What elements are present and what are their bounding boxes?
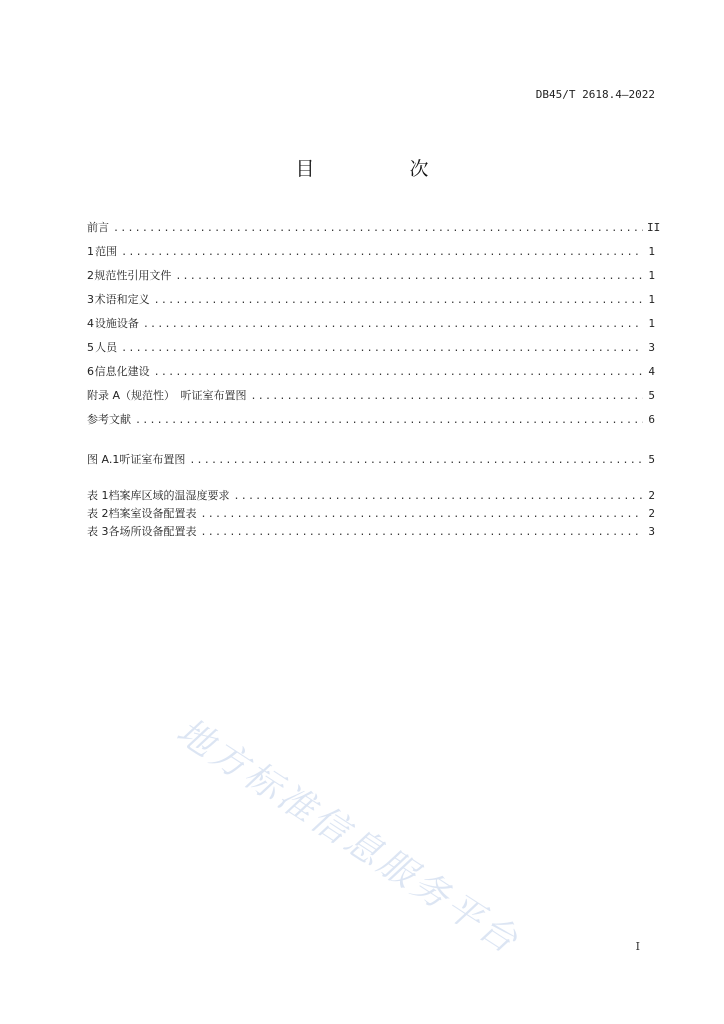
toc-entry-personnel[interactable] [87,340,655,356]
toc-entry-page: 5 [648,389,655,402]
toc-entry-number: 表 1 [87,489,109,502]
toc-entry-label: 档案室设备配置表 [108,507,197,520]
toc-entry-page: 1 [648,317,655,330]
leader-dots [175,269,643,285]
toc-entry-label: 档案库区域的温湿度要求 [108,489,230,502]
toc-entry-number: 4 [87,317,94,330]
leader-dots [201,525,644,541]
toc-entry-informatization[interactable] [87,364,655,380]
toc-entry-number: 5 [87,341,94,354]
toc-entry-page: 2 [648,489,655,502]
toc-entry-number: 图 A.1 [87,453,120,466]
toc-entry-number: 2 [87,269,94,282]
toc-entry-table-3[interactable] [87,524,655,540]
toc-entry-page: 1 [648,269,655,282]
leader-dots [251,389,643,405]
toc-entry-terms-definitions[interactable] [87,292,655,308]
toc-entry-bibliography[interactable] [87,412,655,428]
toc-entry-label: 听证室布置图 [119,453,186,466]
toc-entry-label: 附录 A（规范性） 听证室布置图 [87,389,247,402]
leader-dots [143,317,643,333]
leader-dots [135,413,643,429]
toc-entry-table-2[interactable] [87,506,655,522]
toc-entry-scope[interactable] [87,244,655,260]
toc-entry-foreword[interactable] [87,220,661,236]
toc-entry-number: 表 2 [87,507,109,520]
toc-entry-label: 人员 [95,341,118,354]
toc-entry-figure-a1[interactable] [87,452,655,468]
toc-entry-facilities[interactable] [87,316,655,332]
toc-entry-page: II [647,221,661,234]
toc-entry-page: 4 [648,365,655,378]
toc-title: 目 次 [295,158,467,180]
toc-entry-label: 规范性引用文件 [94,269,172,282]
leader-dots [234,489,644,505]
toc-entry-label: 术语和定义 [94,293,150,306]
toc-entry-label: 信息化建设 [94,365,150,378]
toc-entry-number: 6 [87,365,94,378]
toc-entry-table-1[interactable] [87,488,655,504]
toc-entry-normative-references[interactable] [87,268,655,284]
watermark: 地方标准信息服务平台 [169,710,528,964]
leader-dots [201,507,644,523]
toc-entry-appendix-a[interactable] [87,388,655,404]
toc-entry-page: 3 [648,341,655,354]
toc-entry-page: 3 [648,525,655,538]
toc-entry-label: 各场所设备配置表 [108,525,197,538]
toc-entry-page: 6 [648,413,655,426]
toc-entry-page: 2 [648,507,655,520]
toc-entry-label: 前言 [87,221,109,234]
leader-dots [189,453,643,469]
toc-entry-number: 3 [87,293,94,306]
toc-entry-label: 参考文献 [87,413,131,426]
leader-dots [154,293,643,309]
page-number: I [635,940,640,953]
toc-entry-label: 设施设备 [94,317,139,330]
toc-entry-number: 表 3 [87,525,109,538]
leader-dots [154,365,643,381]
leader-dots [121,245,643,261]
toc-entry-page: 1 [648,293,655,306]
toc-entry-page: 5 [648,453,655,466]
toc-entry-label: 范围 [95,245,118,258]
leader-dots [113,221,643,237]
document-code: DB45/T 2618.4—2022 [535,88,655,101]
toc-entry-page: 1 [648,245,655,258]
toc-entry-number: 1 [87,245,94,258]
leader-dots [121,341,643,357]
